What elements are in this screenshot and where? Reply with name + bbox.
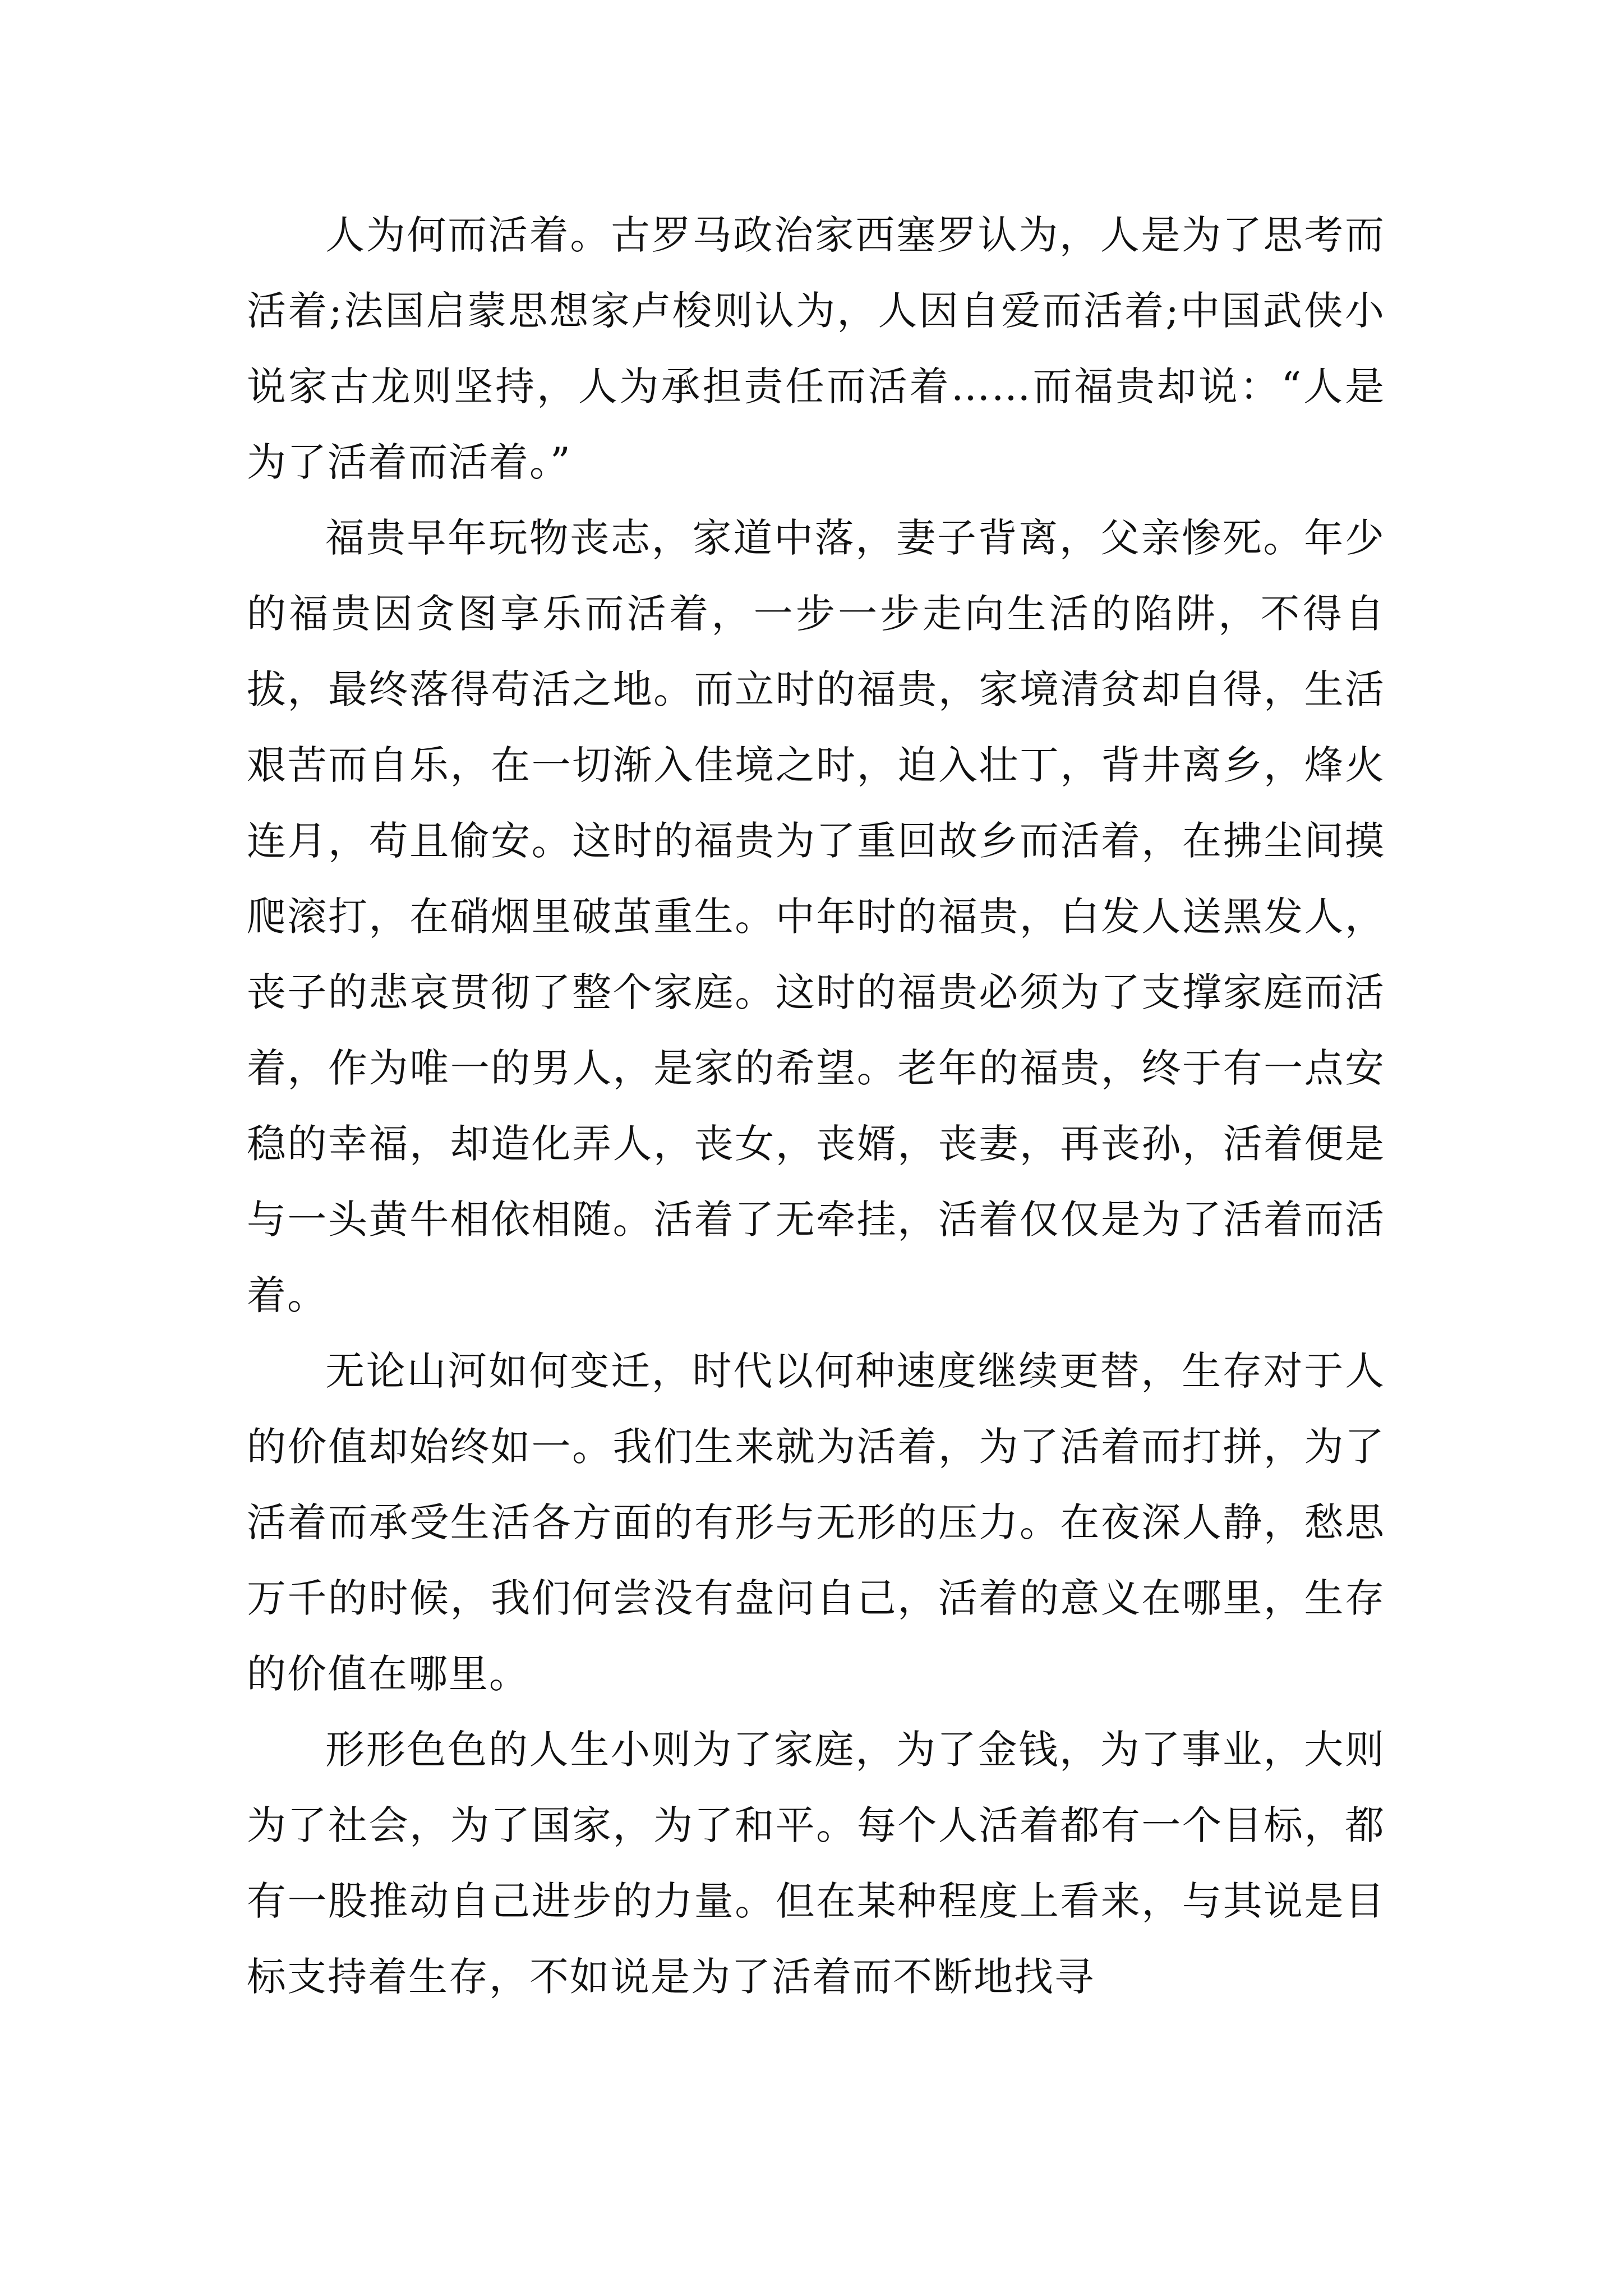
document-body bbox=[247, 197, 1385, 2015]
paragraph-2: 福贵早年玩物丧志，家道中落，妻子背离，父亲惨死。年少的福贵因贪图享乐而活着，一步一步走向生活的陷阱，不得自拔，最终落得苟活之地。而立时的福贵，家境清贫却自得，生活艰苦而自乐，在一切渐入佳境之时，迫入壮丁，背井离乡，烽火连月，苟且偷安。这时的福贵为了重回故乡而活着，在拂尘间摸爬滚打，在硝烟里破茧重生。中年时的福贵，白发人送黑发人，丧子的悲哀贯彻了整个家庭。这时的福贵必须为了支撑家庭而活着，作为唯一的男人，是家的希望。老年的福贵，终于有一点安稳的幸福，却造化弄人，丧女，丧婿，丧妻，再丧孙，活着便是与一头黄牛相依相随。活着了无牵挂，活着仅仅是为了活着而活着。 bbox=[247, 515, 1385, 1318]
paragraph-1: 人为何而活着。古罗马政治家西塞罗认为，人是为了思考而活着;法国启蒙思想家卢梭则认为，人因自爱而活着;中国武侠小说家古龙则坚持，人为承担责任而活着……而福贵却说：“人是为了活着而活着。” bbox=[247, 212, 1385, 485]
paragraph-4: 形形色色的人生小则为了家庭，为了金钱，为了事业，大则为了社会，为了国家，为了和平。每个人活着都有一个目标，都有一股推动自己进步的力量。但在某种程度上看来，与其说是目标支持着生存，不如说是为了活着而不断地找寻 bbox=[247, 1727, 1385, 2000]
paragraph-3: 无论山河如何变迁，时代以何种速度继续更替，生存对于人的价值却始终如一。我们生来就为活着，为了活着而打拼，为了活着而承受生活各方面的有形与无形的压力。在夜深人静，愁思万千的时候，我们何尝没有盘问自己，活着的意义在哪里，生存的价值在哪里。 bbox=[247, 1348, 1385, 1697]
